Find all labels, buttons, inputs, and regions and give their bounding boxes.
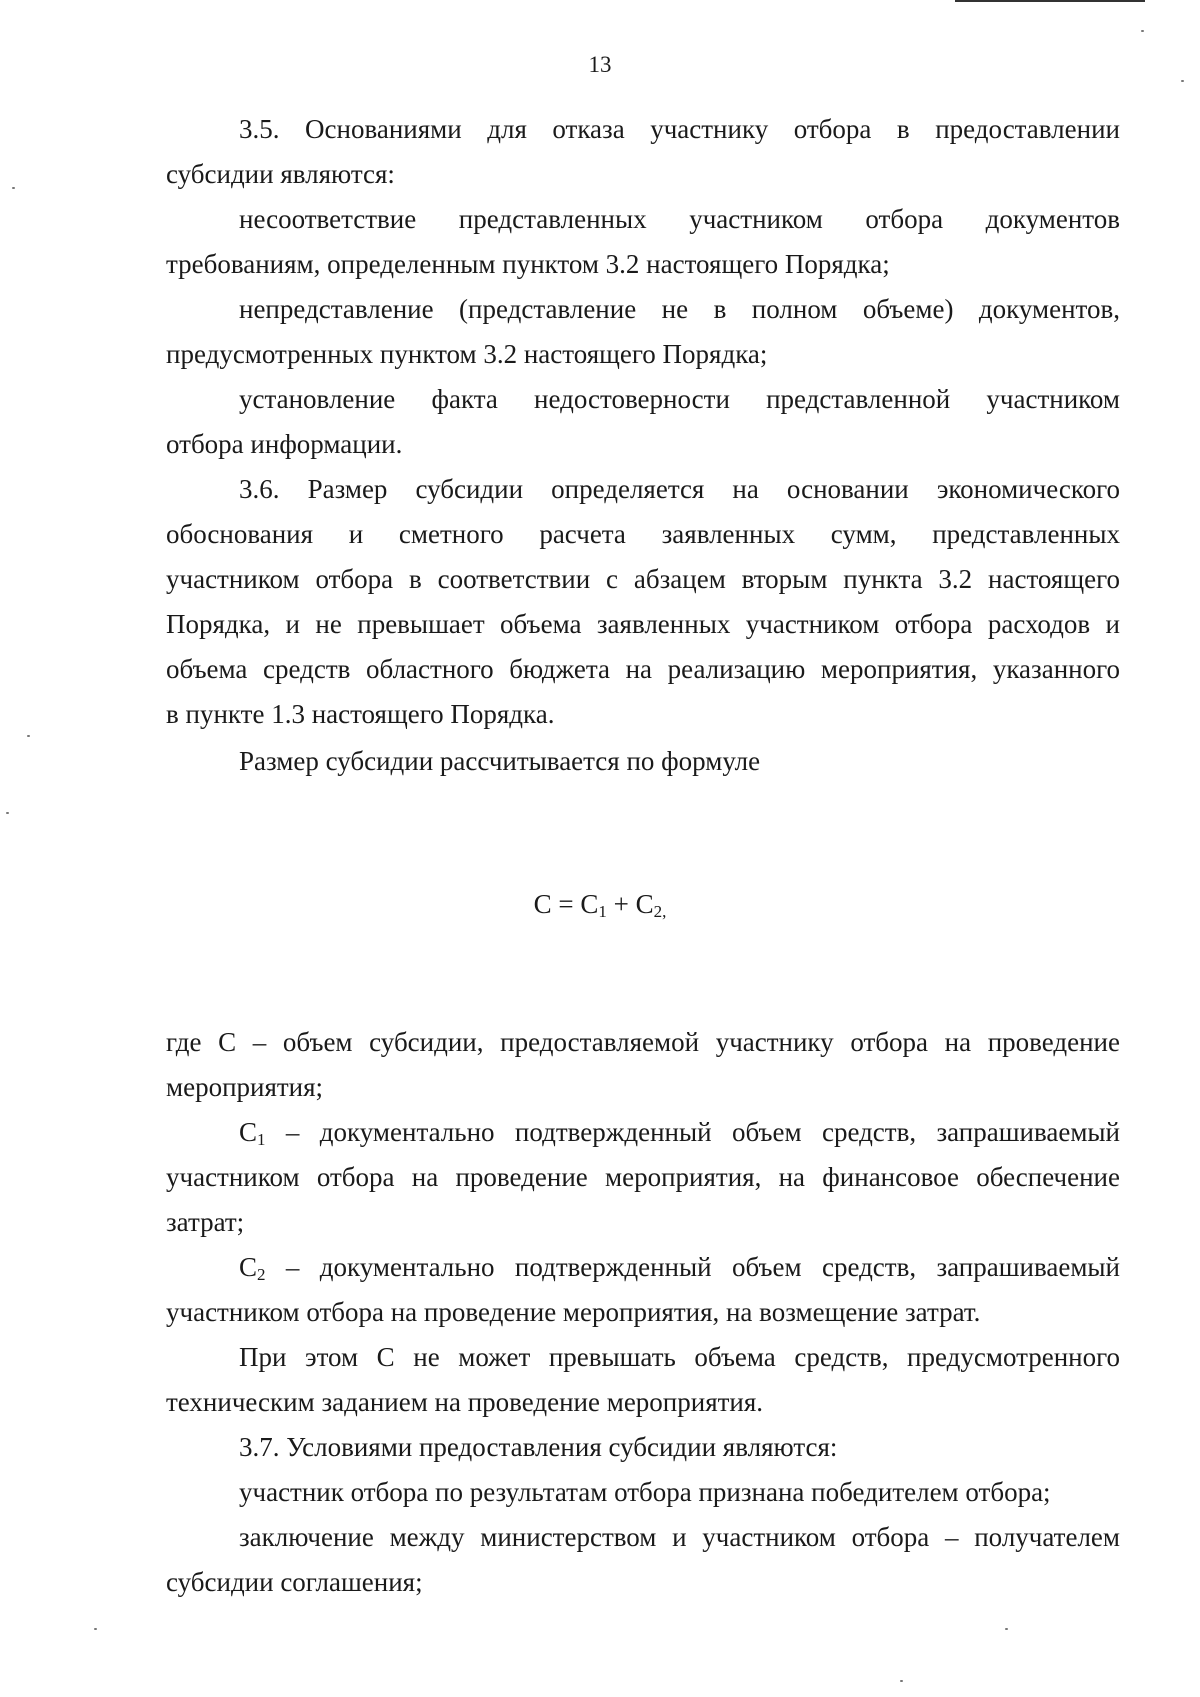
paragraph-line: Порядка, и не превышает объема заявленных участником отбора расходов и bbox=[166, 609, 1120, 639]
scan-speck bbox=[12, 187, 15, 189]
paragraph-line: обоснования и сметного расчета заявленных сумм, представленных bbox=[166, 519, 1120, 549]
paragraph-line: предусмотренных пунктом 3.2 настоящего Порядка; bbox=[166, 339, 768, 369]
c2-text: – документально подтвержденный объем средств, запрашиваемый bbox=[265, 1252, 1120, 1282]
paragraph-line: участником отбора в соответствии с абзацем вторым пункта 3.2 настоящего bbox=[166, 564, 1120, 594]
paragraph-line: Размер субсидии рассчитывается по формуле bbox=[239, 746, 761, 776]
scan-speck bbox=[6, 812, 9, 814]
scan-speck bbox=[94, 1628, 97, 1630]
paragraph-line: непредставление (представление не в полном объеме) документов, bbox=[239, 294, 1120, 324]
definition-c1-line bbox=[239, 1116, 1120, 1148]
paragraph-line: участником отбора на проведение мероприятия, на возмещение затрат. bbox=[166, 1297, 981, 1327]
c2-symbol: С bbox=[239, 1252, 258, 1282]
paragraph-line: участник отбора по результатам отбора признана победителем отбора; bbox=[239, 1477, 1051, 1507]
scan-speck bbox=[1005, 1628, 1008, 1630]
paragraph-line: 3.7. Условиями предоставления субсидии являются: bbox=[239, 1432, 838, 1462]
formula bbox=[0, 888, 1200, 928]
paragraph-line: несоответствие представленных участником отбора документов bbox=[239, 204, 1120, 234]
paragraph-line: затрат; bbox=[166, 1207, 245, 1237]
top-rule bbox=[955, 0, 1145, 2]
scan-speck bbox=[27, 735, 30, 737]
paragraph-line: где С – объем субсидии, предоставляемой участнику отбора на проведение bbox=[166, 1027, 1120, 1057]
paragraph-line: требованиям, определенным пунктом 3.2 настоящего Порядка; bbox=[166, 249, 890, 279]
paragraph-line: заключение между министерством и участником отбора – получателем bbox=[239, 1522, 1120, 1552]
paragraph-line: техническим заданием на проведение мероприятия. bbox=[166, 1387, 764, 1417]
paragraph-line: участником отбора на проведение мероприятия, на финансовое обеспечение bbox=[166, 1162, 1120, 1192]
formula-plus: + С bbox=[606, 889, 654, 919]
paragraph-line: При этом С не может превышать объема средств, предусмотренного bbox=[239, 1342, 1120, 1372]
c1-text: – документально подтвержденный объем средств, запрашиваемый bbox=[265, 1117, 1120, 1147]
formula-sub-2: 2, bbox=[653, 902, 667, 921]
scan-speck bbox=[900, 1680, 903, 1682]
definition-c2-line bbox=[239, 1251, 1120, 1283]
paragraph-line: 3.6. Размер субсидии определяется на основании экономического bbox=[239, 474, 1120, 504]
paragraph-line: отбора информации. bbox=[166, 429, 403, 459]
formula-sub-1: 1 bbox=[598, 902, 607, 921]
c2-subscript: 2 bbox=[257, 1265, 266, 1284]
paragraph-line: мероприятия; bbox=[166, 1072, 324, 1102]
c1-symbol: С bbox=[239, 1117, 258, 1147]
page-number: 13 bbox=[588, 52, 612, 77]
paragraph-line: установление факта недостоверности представленной участником bbox=[239, 384, 1120, 414]
paragraph-line: 3.5. Основаниями для отказа участнику отбора в предоставлении bbox=[239, 114, 1120, 144]
paragraph-line: в пункте 1.3 настоящего Порядка. bbox=[166, 699, 555, 729]
formula-lhs: С = С bbox=[533, 889, 599, 919]
scan-speck bbox=[1181, 80, 1184, 82]
c1-subscript: 1 bbox=[257, 1130, 266, 1149]
paragraph-line: объема средств областного бюджета на реализацию мероприятия, указанного bbox=[166, 654, 1120, 684]
paragraph-line: субсидии являются: bbox=[166, 159, 395, 189]
scan-speck bbox=[1141, 30, 1144, 32]
paragraph-line: субсидии соглашения; bbox=[166, 1567, 423, 1597]
